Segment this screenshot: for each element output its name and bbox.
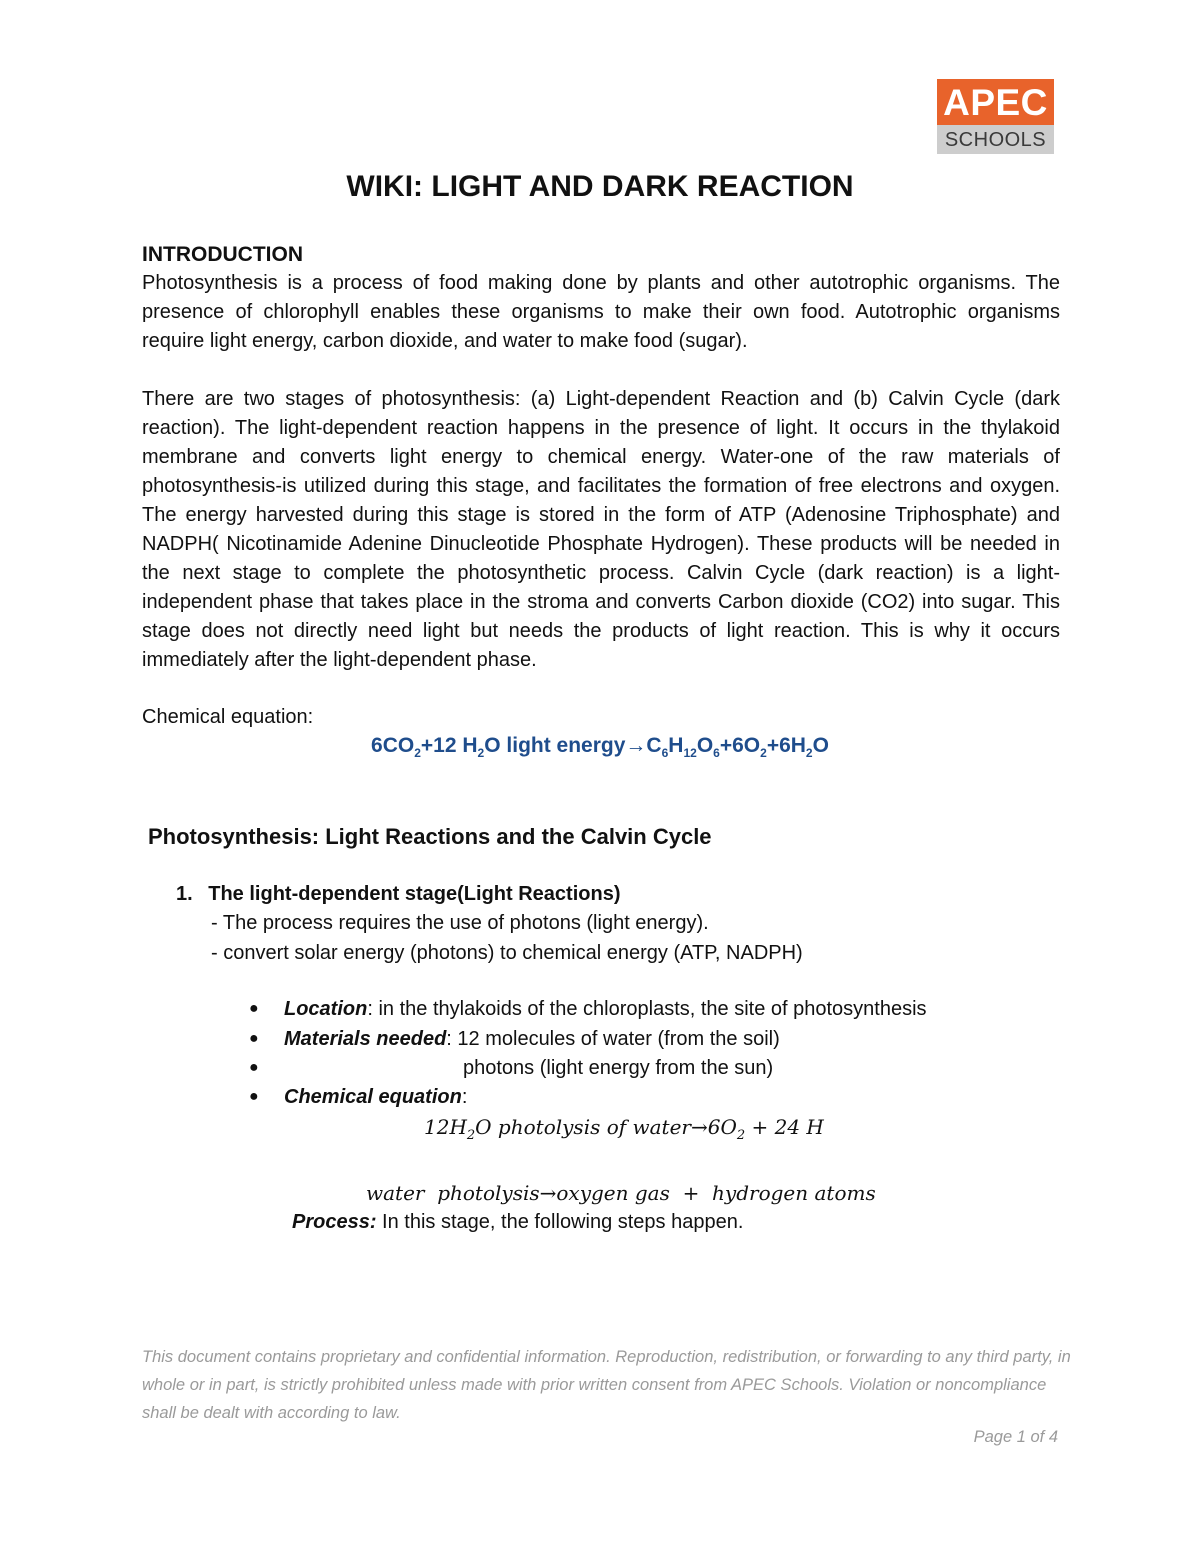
introduction-paragraph: Photosynthesis is a process of food making done by plants and other autotrophic organisms. The presence of chlorophyll enables these organisms to make their own food. Autotrophic organisms require light energy, carbon dioxide, and water to make food (sugar).	[142, 272, 1060, 352]
bullet-photons: photons (light energy from the sun)	[463, 1057, 774, 1079]
introduction-section	[142, 240, 1060, 356]
list-item-heading	[176, 883, 620, 906]
section-title: Photosynthesis: Light Reactions and the Calvin Cycle	[148, 824, 712, 849]
bullet-dot-icon: ●	[249, 1088, 259, 1105]
process-line: Process: In this stage, the following steps happen.	[292, 1211, 744, 1233]
list-heading-text: The light-dependent stage(Light Reactions)	[208, 883, 621, 905]
bullet-dot-icon: ●	[249, 1059, 259, 1076]
photolysis-equation: $12H_2O$ photolysis of $water\to 6O_2 + 24$ H	[424, 1115, 824, 1143]
bullet-location: Location: in the thylakoids of the chloroplasts, the site of photosynthesis	[284, 998, 927, 1020]
list-line-2: - convert solar energy (photons) to chemical energy (ATP, NADPH)	[211, 942, 803, 964]
bullet-dot-icon: ●	[249, 1000, 259, 1017]
stages-paragraph: There are two stages of photosynthesis: (a) Light-dependent Reaction and (b) Calvin Cycle (dark reaction). The light-dependent reaction happens in the presence of light. It occurs in the thylakoid membrane and converts light energy to chemical energy. Water-one of the raw materials of photosynthesis-is utilized during this stage, and facilitates the formation of free electrons and oxygen. The energy harvested during this stage is stored in the form of ATP (Adenosine Triphosphate) and NADPH( Nicotinamide Adenine Dinucleotide Phosphate Hydrogen). These products will be needed in the next stage to complete the photosynthetic process. Calvin Cycle (dark reaction) is a light-independent phase that takes place in the stroma and converts Carbon dioxide (CO2) into sugar. This stage does not directly need light but needs the products of light reaction. This is why it occurs immediately after the light-dependent phase.	[142, 388, 1060, 671]
list-line-1: - The process requires the use of photons (light energy).	[211, 912, 709, 934]
confidentiality-notice: This document contains proprietary and confidential information. Reproduction, redistribution, or forwarding to any third party, in whole or in part, is strictly prohibited unless made with prior written consent from APEC Schools. Violation or noncompliance shall be dealt with according to law.	[142, 1348, 1071, 1422]
bullet-dot-icon: ●	[249, 1030, 259, 1047]
word-equation: water photolysis→oxygen gas + hydrogen atoms	[366, 1181, 876, 1205]
list-number: 1.	[176, 883, 193, 905]
chemical-equation-label: Chemical equation:	[142, 706, 314, 728]
page-number: Page 1 of 4	[973, 1428, 1058, 1446]
logo-schools-text: SCHOOLS	[937, 125, 1054, 154]
introduction-heading: INTRODUCTION	[142, 243, 303, 266]
main-chemical-equation: $6CO_2+12$ $H_2O$ light $energy\to C_6H_{12}O_6+6O_2+6H_2O$	[371, 734, 829, 761]
logo-apec-text: APEC	[937, 79, 1054, 125]
apec-schools-logo	[937, 79, 1054, 154]
page-title: WIKI: LIGHT AND DARK REACTION	[346, 170, 854, 203]
bullet-materials: Materials needed: 12 molecules of water (from the soil)	[284, 1028, 780, 1050]
bullet-chemical-equation: Chemical equation:	[284, 1086, 468, 1108]
